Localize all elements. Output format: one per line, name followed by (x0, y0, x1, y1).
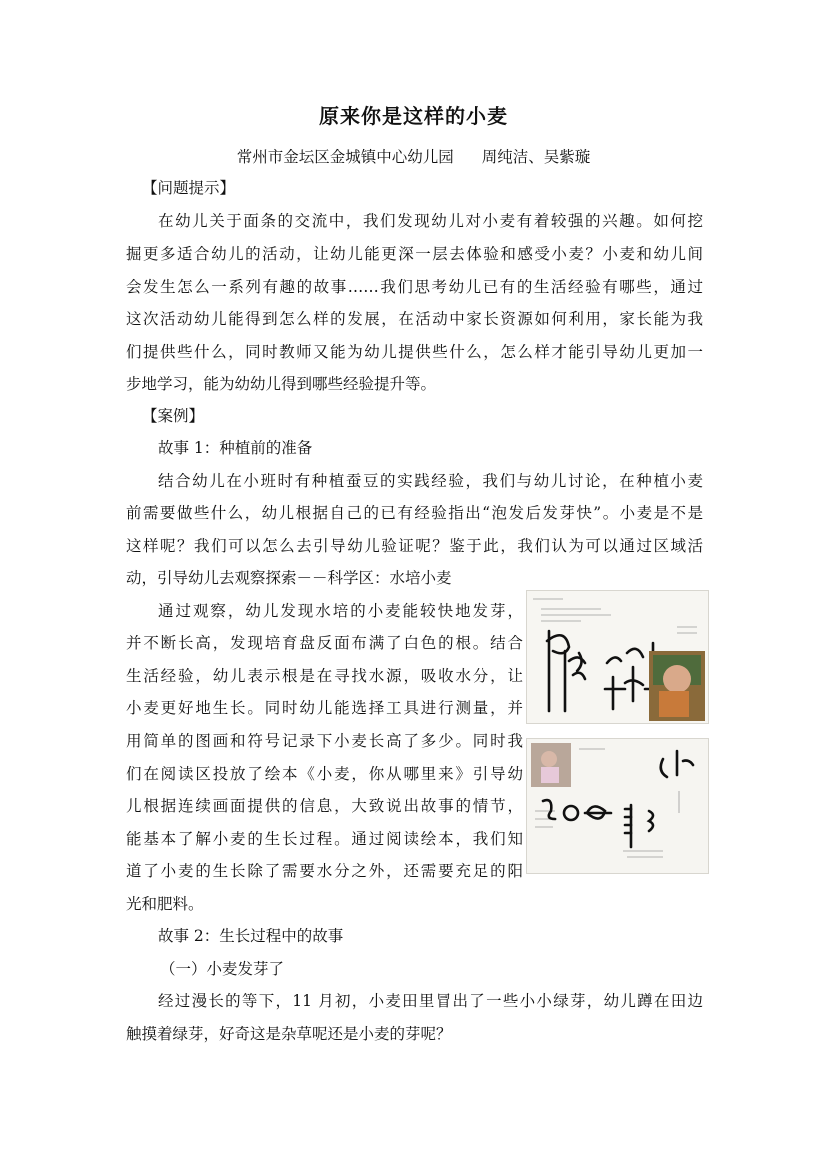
paragraph-line: 前需要做些什么，幼儿根据自己的已有经验指出“泡发后发芽快”。小麦是不是 (126, 504, 703, 522)
section-heading-problem: 【问题提示】 (142, 179, 236, 197)
author-names: 周纯洁、吴紫璇 (481, 148, 591, 166)
drawing-record-photo-1 (526, 590, 709, 724)
paragraph-line: 掘更多适合幼儿的活动，让幼儿能更深一层去体验和感受小麦？小麦和幼儿间 (126, 245, 703, 263)
paragraph-line: 这样呢？我们可以怎么去引导幼儿验证呢？鉴于此，我们认为可以通过区域活 (126, 537, 703, 555)
paragraph-line: 在幼儿关于面条的交流中，我们发现幼儿对小麦有着较强的兴趣。如何挖 (158, 212, 703, 230)
paragraph-line: 光和肥料。 (126, 895, 204, 913)
paragraph-line: 能基本了解小麦的生长过程。通过阅读绘本，我们知 (126, 830, 523, 848)
story1-title: 故事 1：种植前的准备 (158, 439, 313, 457)
paragraph-line: 并不断长高，发现培育盘反面布满了白色的根。结合 (126, 634, 523, 652)
subsection-title: （一）小麦发芽了 (160, 960, 285, 978)
page-title: 原来你是这样的小麦 (319, 104, 508, 128)
paragraph-line: 触摸着绿芽，好奇这是杂草呢还是小麦的芽呢？ (126, 1025, 452, 1043)
paragraph-line: 生活经验，幼儿表示根是在寻找水源，吸收水分，让 (126, 667, 523, 685)
drawing-record-photo-2 (526, 738, 709, 874)
author-line (0, 145, 827, 167)
paragraph-line: 步地学习，能为幼幼儿得到哪些经验提升等。 (126, 375, 437, 393)
story2-title: 故事 2：生长过程中的故事 (158, 927, 344, 945)
paragraph-line: 通过观察，幼儿发现水培的小麦能较快地发芽， (158, 602, 523, 620)
school-name: 常州市金坛区金城镇中心幼儿园 (236, 148, 454, 166)
paragraph-line: 经过漫长的等下，11 月初，小麦田里冒出了一些小小绿芽，幼儿蹲在田边 (158, 992, 703, 1010)
paragraph-line: 儿根据连续画面提供的信息，大致说出故事的情节， (126, 797, 523, 815)
paragraph-line: 动，引导幼儿去观察探索－－科学区：水培小麦 (126, 569, 452, 587)
paragraph-line: 用简单的图画和符号记录下小麦长高了多少。同时我 (126, 732, 523, 750)
paragraph-line: 道了小麦的生长除了需要水分之外，还需要充足的阳 (126, 862, 523, 880)
paragraph-line: 小麦更好地生长。同时幼儿能选择工具进行测量，并 (126, 699, 523, 717)
paragraph-line: 们在阅读区投放了绘本《小麦，你从哪里来》引导幼 (126, 765, 523, 783)
paragraph-line: 这次活动幼儿能得到怎么样的发展，在活动中家长资源如何利用，家长能为我 (126, 310, 703, 328)
paragraph-line: 结合幼儿在小班时有种植蚕豆的实践经验，我们与幼儿讨论，在种植小麦 (158, 472, 703, 490)
section-heading-case: 【案例】 (142, 407, 205, 425)
paragraph-line: 们提供些什么，同时教师又能为幼儿提供些什么，怎么样才能引导幼儿更加一 (126, 343, 703, 361)
paragraph-line: 会发生怎么一系列有趣的故事……我们思考幼儿已有的生活经验有哪些，通过 (126, 278, 703, 296)
